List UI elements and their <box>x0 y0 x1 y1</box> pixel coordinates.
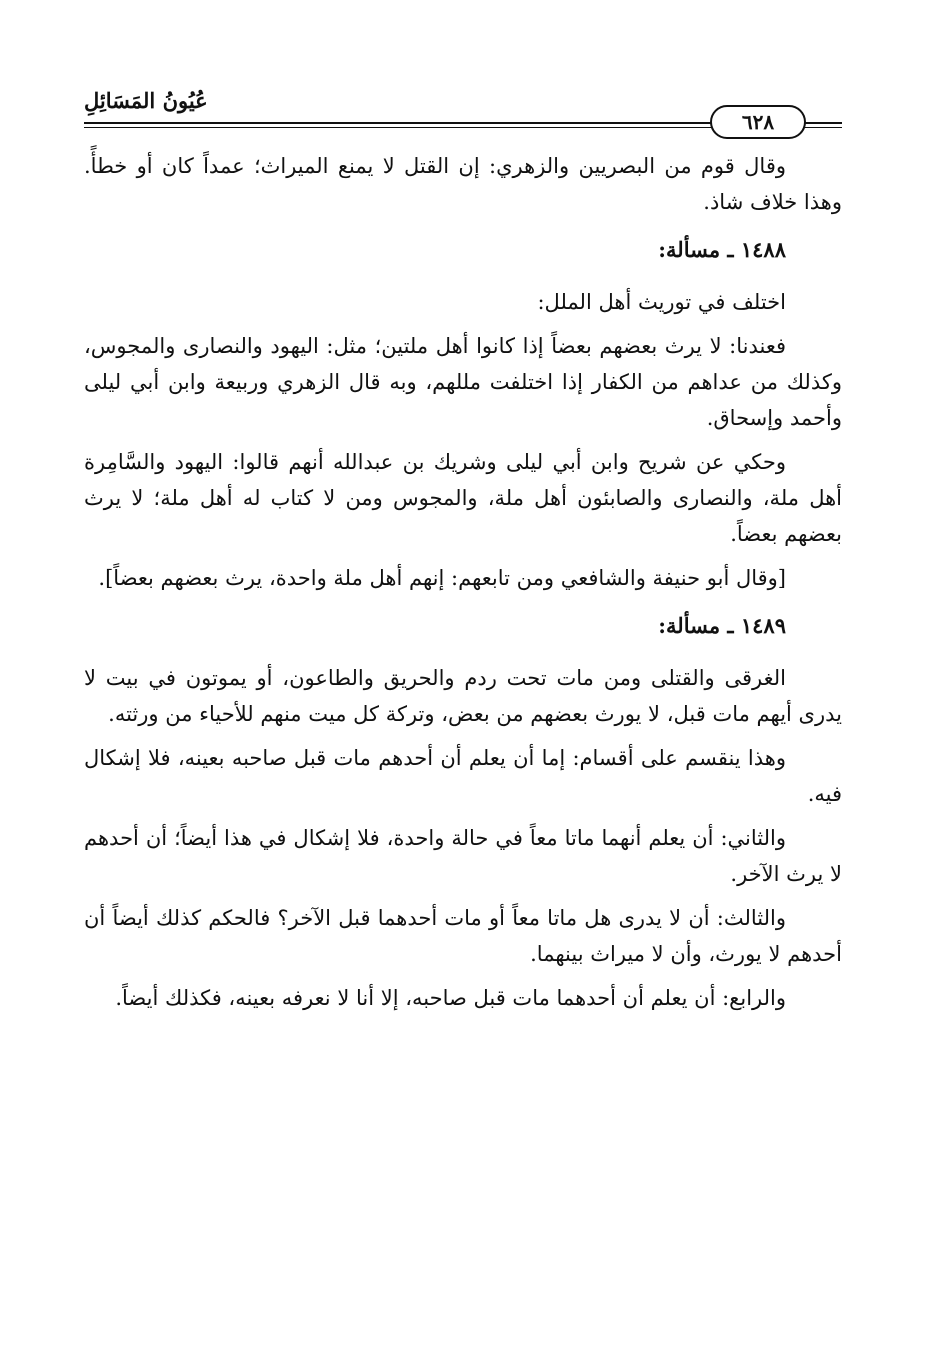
issue-heading-1489: ١٤٨٩ ـ مسألة: <box>658 613 786 638</box>
paragraph-drowned-killed: الغرقى والقتلى ومن مات تحت ردم والحريق والطاعون، أو يموتون في بيت لا يدرى أيهم مات قبل، لا يورث بعضهم من بعض، وتركة كل ميت منهم للأحياء من ورثته. <box>84 666 842 726</box>
paragraph-fourth-case: والرابع: أن يعلم أن أحدهما مات قبل صاحبه، إلا أنا لا نعرفه بعينه، فكذلك أيضاً. <box>115 986 786 1010</box>
issue-heading-1488: ١٤٨٨ ـ مسألة: <box>658 237 786 262</box>
paragraph-dissent-killing: وقال قوم من البصريين والزهري: إن القتل لا يمنع الميراث؛ عمداً كان أو خطأً. وهذا خلاف شاذ. <box>84 154 842 214</box>
running-header <box>84 80 842 140</box>
paragraph-intro-religions: اختلف في توريث أهل الملل: <box>537 290 786 314</box>
paragraph-first-case: وهذا ينقسم على أقسام: إما أن يعلم أن أحدهم مات قبل صاحبه بعينه، فلا إشكال فيه. <box>84 746 842 806</box>
page-number: ٦٢٨ <box>710 105 806 139</box>
paragraph-abu-hanifa-view: [وقال أبو حنيفة والشافعي ومن تابعهم: إنهم أهل ملة واحدة، يرث بعضهم بعضاً]. <box>98 566 786 590</box>
book-title: عُيُونُ المَسَائِلِ <box>84 88 208 113</box>
paragraph-second-case: والثاني: أن يعلم أنهما ماتا معاً في حالة واحدة، فلا إشكال في هذا أيضاً؛ أن أحدهم لا يرث الآخر. <box>84 826 842 886</box>
paragraph-our-view: فعندنا: لا يرث بعضهم بعضاً إذا كانوا أهل ملتين؛ مثل: اليهود والنصارى والمجوس، وكذلك من عداهم من الكفار إذا اختلفت مللهم، وبه قال الزهري وربيعة وابن أبي ليلى وأحمد وإسحاق. <box>84 334 842 430</box>
page-body <box>84 148 842 1024</box>
paragraph-shurayh-view: وحكي عن شريح وابن أبي ليلى وشريك بن عبدالله أنهم قالوا: اليهود والسَّامِرة أهل ملة، والنصارى والصابئون أهل ملة، والمجوس ومن لا كتاب له أهل ملة؛ لا يرث بعضهم بعضاً. <box>84 450 842 546</box>
paragraph-third-case: والثالث: أن لا يدرى هل ماتا معاً أو مات أحدهما قبل الآخر؟ فالحكم كذلك أيضاً أن أحدهم لا يورث، وأن لا ميراث بينهما. <box>84 906 842 966</box>
